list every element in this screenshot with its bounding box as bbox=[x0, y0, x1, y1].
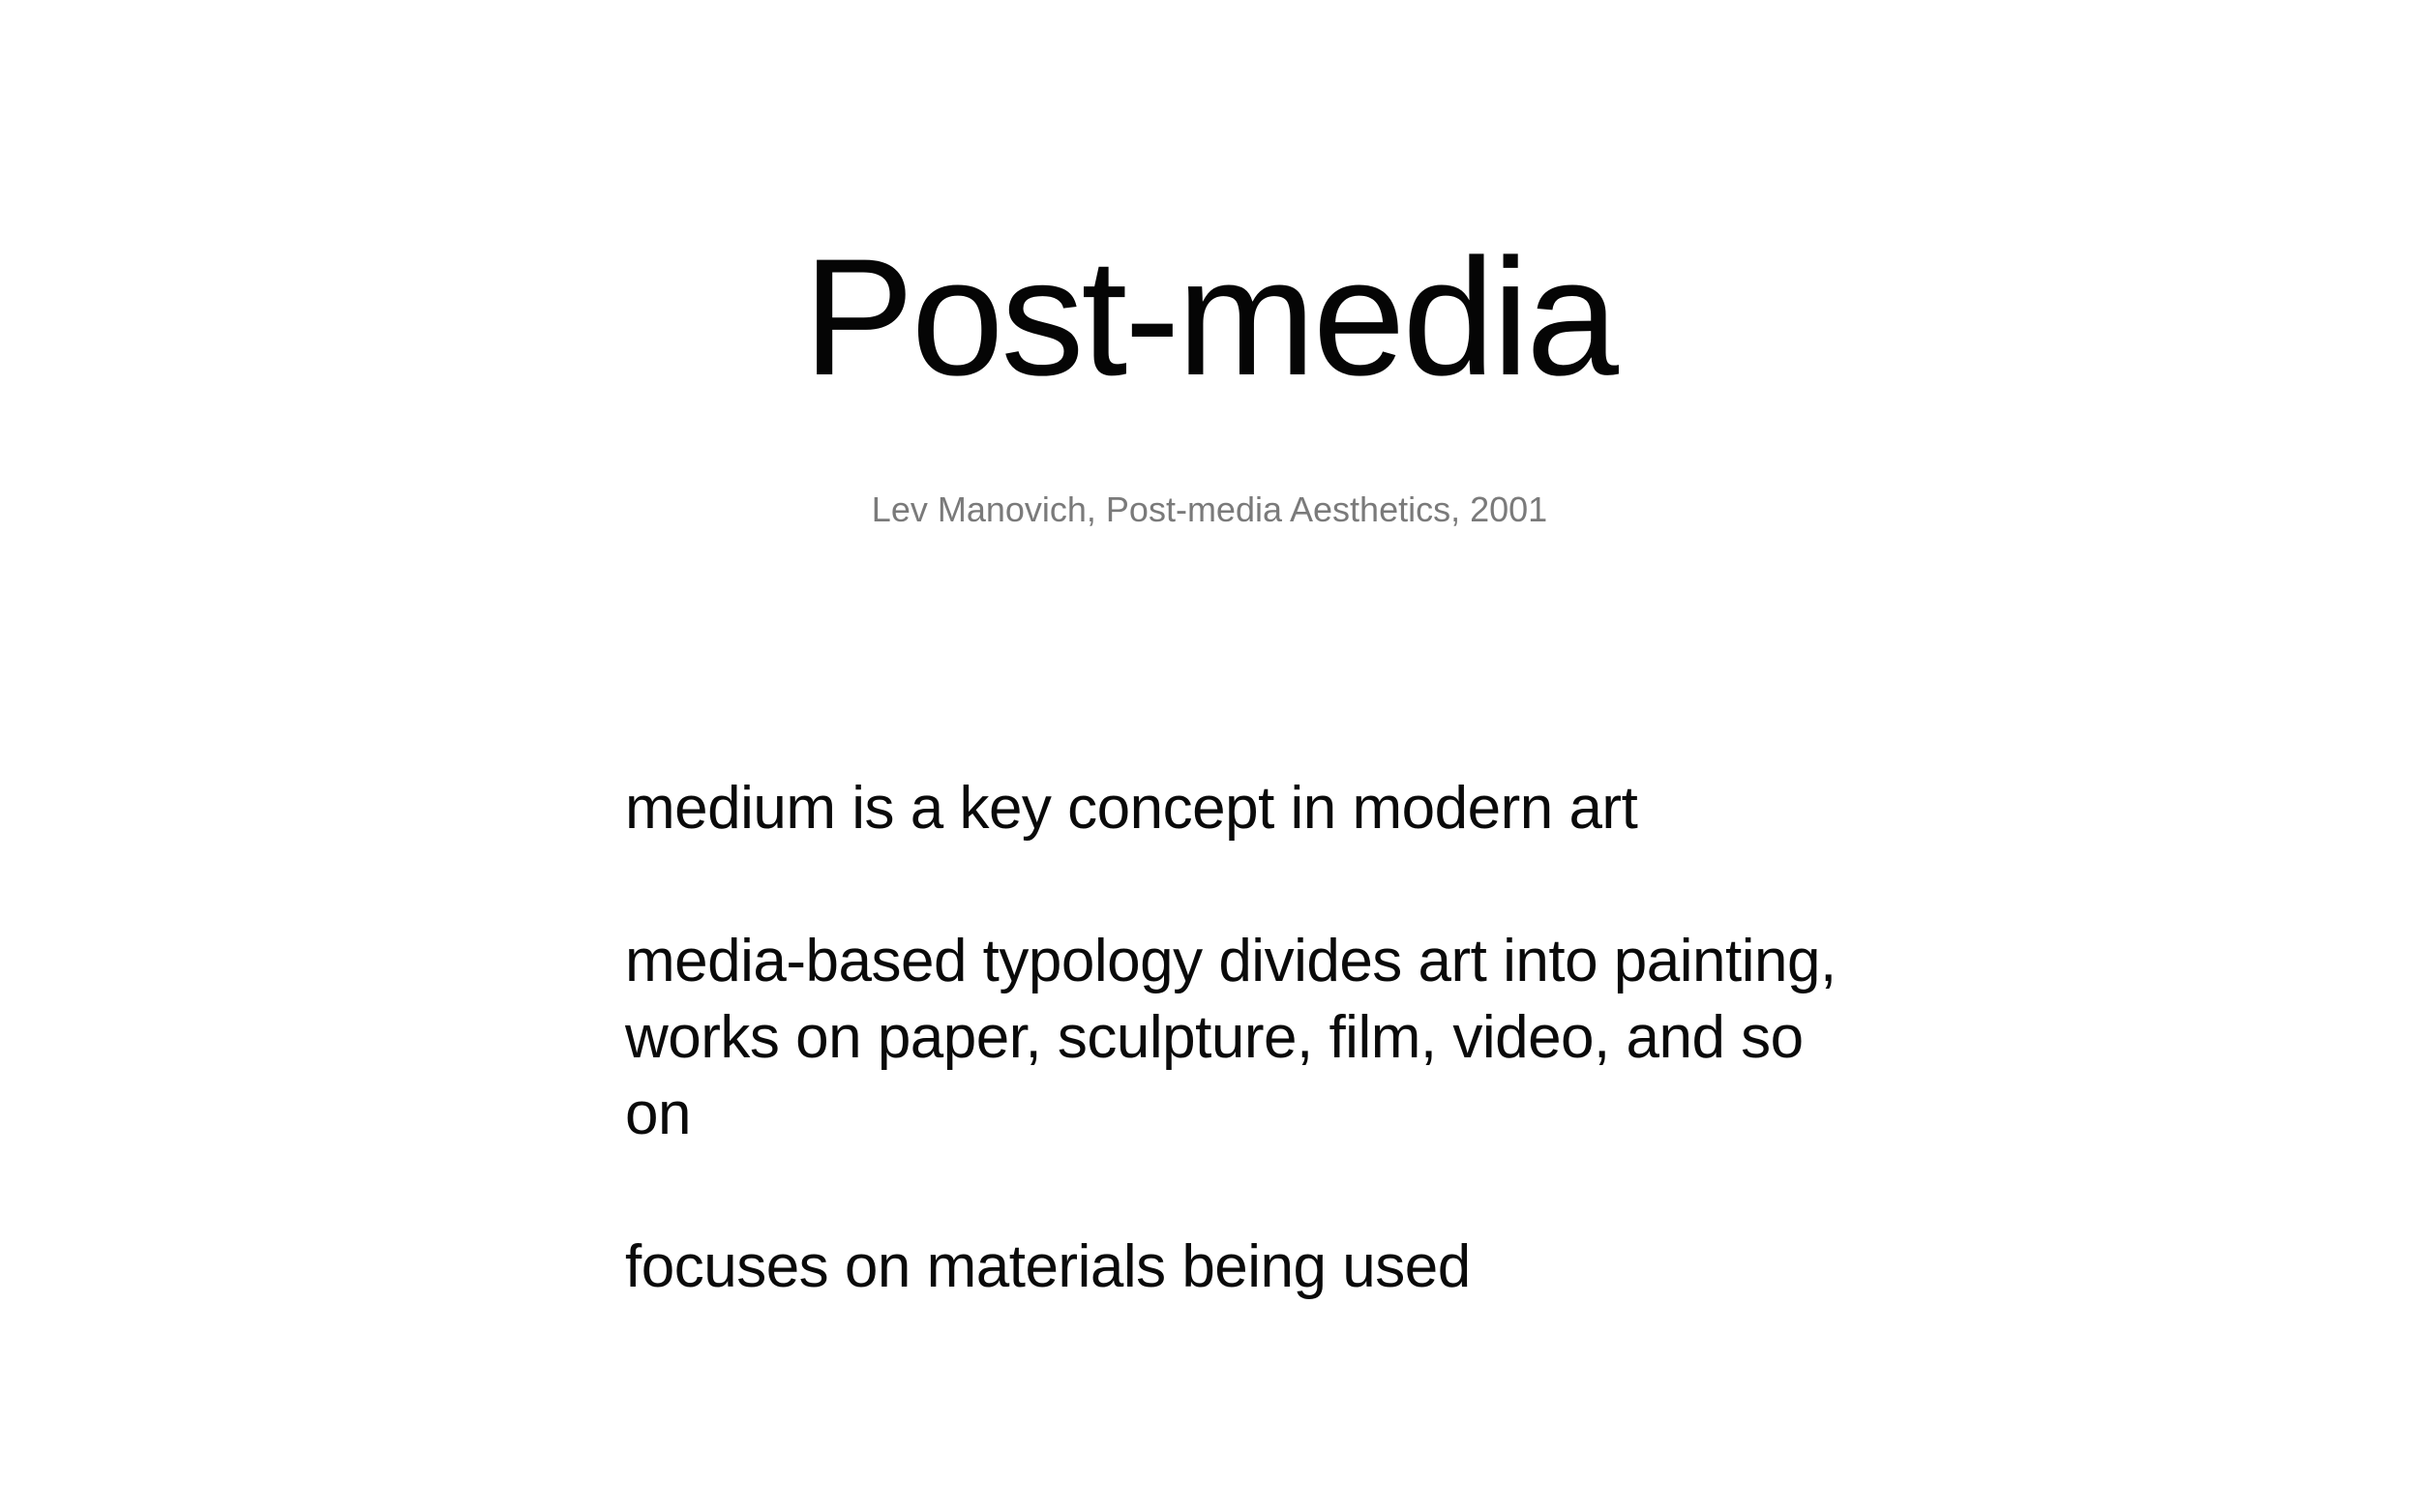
body-paragraph: medium is a key concept in modern art bbox=[625, 775, 1638, 842]
body-paragraph: focuses on materials being used bbox=[625, 1233, 1471, 1300]
body-paragraph: media-based typology divides art into painting, works on paper, sculpture, film, video, and so on bbox=[625, 928, 1837, 1147]
slide-subtitle: Lev Manovich, Post-media Aesthetics, 2001 bbox=[871, 489, 1548, 529]
slide-body bbox=[625, 770, 1864, 1305]
slide-title: Post-media bbox=[803, 224, 1616, 410]
